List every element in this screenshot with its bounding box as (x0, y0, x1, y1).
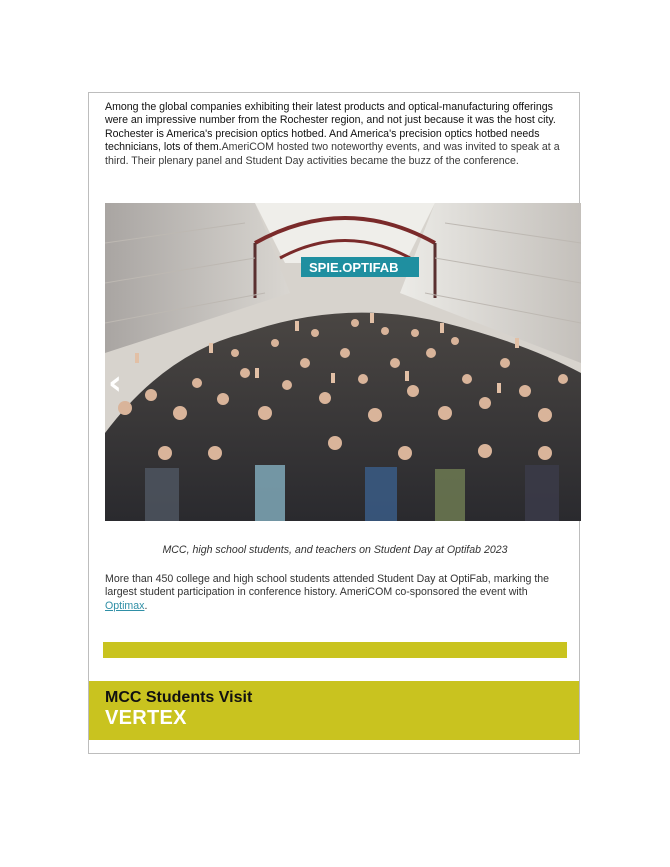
student-day-photo[interactable] (105, 203, 581, 521)
skylight (255, 203, 435, 263)
carousel-prev-icon[interactable]: ‹ (108, 363, 123, 403)
intro-text-secondary: AmeriCOM hosted two noteworthy events, and was invited to speak at a third. Their plenary panel and Student Day activities became the buzz of the conference. (105, 141, 560, 167)
intro-paragraph (105, 101, 571, 168)
photo-caption: MCC, high school students, and teachers on Student Day at Optifab 2023 (162, 544, 508, 556)
section-title: VERTEX (105, 707, 187, 729)
student-day-paragraph (105, 573, 571, 613)
body2-text-before: More than 450 college and high school students attended Student Day at OptiFab, marking the largest student participation in conference history. AmeriCOM co-sponsored the event with (105, 573, 550, 599)
body2-text-after: . (144, 599, 148, 612)
section-header (89, 681, 579, 740)
optimax-link[interactable]: Optimax (105, 599, 145, 612)
banner-text: SPIE.OPTIFAB (309, 260, 399, 275)
newsletter-page (88, 92, 580, 754)
intro-text-primary: Among the global companies exhibiting their latest products and optical-manufacturing offerings were an impressive number from the Rochester region, and not just because it was the host city. Rochester is America's precision optics hotbed. And America's precision optics hotbed needs technicians, lots of them. (105, 101, 556, 154)
photo-illustration (105, 203, 581, 521)
section-subtitle: MCC Students Visit (105, 689, 253, 706)
divider-bar (103, 642, 567, 658)
